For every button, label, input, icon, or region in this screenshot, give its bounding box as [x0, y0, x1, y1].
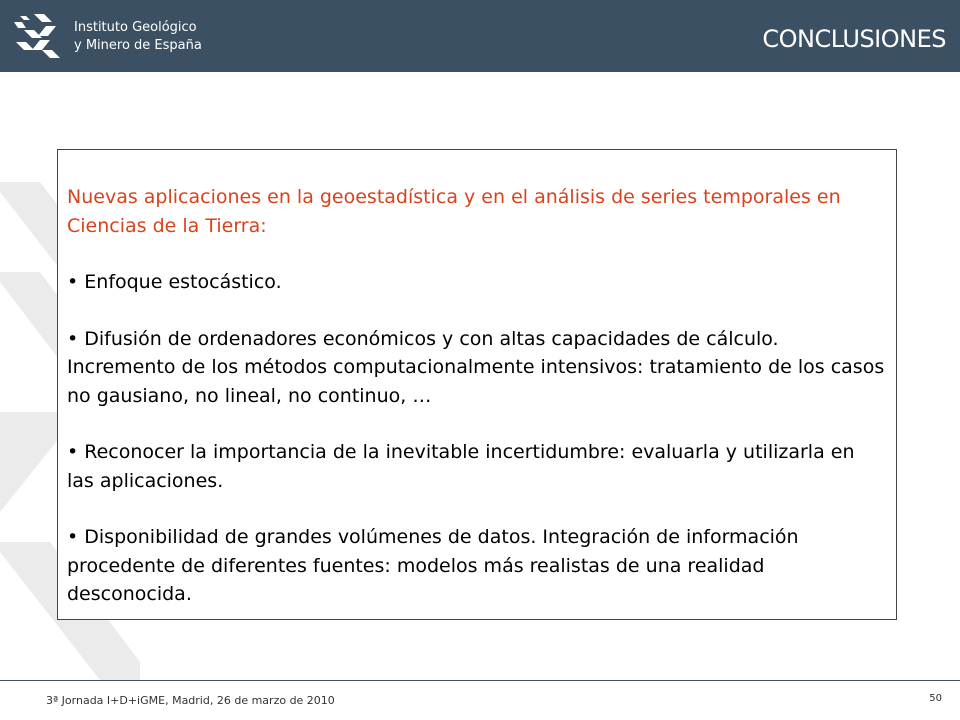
igme-logo	[12, 10, 212, 62]
bullet-symbol: •	[67, 526, 79, 548]
bullet-item	[67, 325, 887, 411]
bullet-item	[67, 268, 887, 297]
slide-title: CONCLUSIONES	[762, 25, 946, 53]
bullet-text: Disponibilidad de grandes volúmenes de datos. Integración de información procedente de diferentes fuentes: modelos más realistas de una realidad desconocida.	[67, 526, 799, 605]
igme-logo-icon	[12, 10, 68, 60]
bullet-symbol: •	[67, 441, 79, 463]
conclusions-box	[57, 149, 897, 620]
bullet-symbol: •	[67, 271, 79, 293]
page-number: 50	[929, 693, 942, 704]
bullet-text: Enfoque estocástico.	[84, 271, 282, 293]
bullet-text: Difusión de ordenadores económicos y con altas capacidades de cálculo. Incremento de los métodos computacionalmente intensivos: tratamiento de los casos no gausiano, no lineal, no continuo, …	[67, 327, 885, 407]
footer-divider	[0, 680, 960, 681]
footer-event-text: 3ª Jornada I+D+iGME, Madrid, 26 de marzo de 2010	[46, 694, 335, 707]
header-bar	[0, 0, 960, 72]
logo-text	[74, 19, 202, 55]
bullet-symbol: •	[67, 327, 79, 350]
logo-line-2: y Minero de España	[74, 38, 202, 53]
logo-line-1: Instituto Geológico	[74, 20, 197, 35]
bullet-item	[67, 438, 887, 495]
bullet-item	[67, 523, 887, 609]
intro-text: Nuevas aplicaciones en la geoestadística y en el análisis de series temporales en Ciencias de la Tierra:	[67, 186, 841, 237]
bullet-text: Reconocer la importancia de la inevitable incertidumbre: evaluarla y utilizarla en las aplicaciones.	[67, 441, 855, 492]
